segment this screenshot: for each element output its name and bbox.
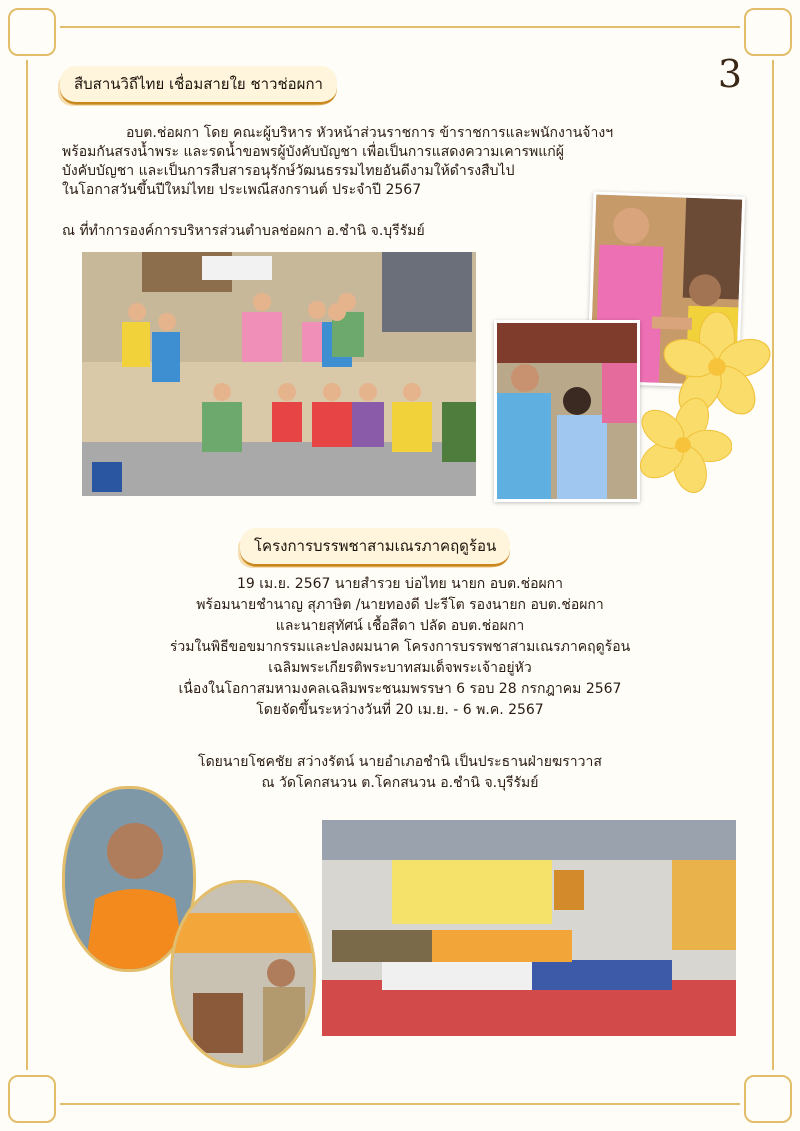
section2-line-2: พร้อมนายชำนาญ สุภาษิต /นายทองดี ปะรีโต รองนายก อบต.ช่อผกา (196, 597, 604, 613)
page-number: 3 (717, 52, 742, 96)
section2-line-5: เฉลิมพระเกียรติพระบาทสมเด็จพระเจ้าอยู่หัว (268, 660, 532, 676)
section2-body-2 (90, 752, 710, 794)
frame-right-line (772, 60, 774, 1070)
blessing-photo (494, 320, 640, 502)
section1-line-2: พร้อมกันสรงน้ำพระ และรดน้ำขอพรผู้บังคับบัญชา เพื่อเป็นการแสดงความเคารพแก่ผู้ (62, 144, 564, 160)
section2-line-8: โดยนายโชคชัย สว่างรัตน์ นายอำเภอชำนิ เป็นประธานฝ่ายฆราวาส (198, 754, 602, 770)
group-photo (82, 252, 476, 496)
section2-line-4: ร่วมในพิธีขอขมากรรมและปลงผมนาค โครงการบรรพชาสามเณรภาคฤดูร้อน (169, 639, 631, 655)
section2-body (90, 574, 710, 721)
section1-line-1: อบต.ช่อผกา โดย คณะผู้บริหาร หัวหน้าส่วนราชการ ข้าราชการและพนักงานจ้างฯ (126, 125, 614, 141)
frangipani-flower-icon-2 (634, 396, 732, 494)
frame-top-line (60, 26, 740, 28)
frame-left-line (26, 60, 28, 1070)
section2-line-7: โดยจัดขึ้นระหว่างวันที่ 20 เม.ย. - 6 พ.ค. 2567 (256, 702, 544, 718)
section1-heading: สืบสานวิถีไทย เชื่อมสายใย ชาวช่อผกา (60, 66, 337, 104)
section2-line-6: เนื่องในโอกาสมหามงคลเฉลิมพระชนมพรรษา 6 รอบ 28 กรกฎาคม 2567 (178, 681, 622, 697)
section1-paragraph (62, 124, 752, 200)
frame-corner-top-left (8, 8, 56, 56)
ceremony-photo (170, 880, 316, 1068)
section1-line-3: บังคับบัญชา และเป็นการสืบสารอนุรักษ์วัฒนธรรมไทยอันดีงามให้ดำรงสืบไป (62, 163, 515, 179)
section1-location: ณ ที่ทำการองค์การบริหารส่วนตำบลช่อผกา อ.ชำนิ จ.บุรีรัมย์ (62, 223, 425, 239)
section2-heading: โครงการบรรพชาสามเณรภาคฤดูร้อน (240, 528, 510, 566)
section1-line-4: ในโอกาสวันขึ้นปีใหม่ไทย ประเพณีสงกรานต์ ประจำปี 2567 (62, 182, 422, 198)
frame-corner-top-right (744, 8, 792, 56)
frame-bottom-line (60, 1103, 740, 1105)
frame-corner-bottom-right (744, 1075, 792, 1123)
section2-line-3: และนายสุทัศน์ เชื้อสีดา ปลัด อบต.ช่อผกา (275, 618, 525, 634)
section2-line-1: 19 เม.ย. 2567 นายสำรวย บ่อไทย นายก อบต.ช่อผกา (236, 576, 564, 592)
ordination-group-photo (322, 820, 736, 1036)
frame-corner-bottom-left (8, 1075, 56, 1123)
section2-line-9: ณ วัดโคกสนวน ต.โคกสนวน อ.ชำนิ จ.บุรีรัมย์ (261, 775, 539, 791)
